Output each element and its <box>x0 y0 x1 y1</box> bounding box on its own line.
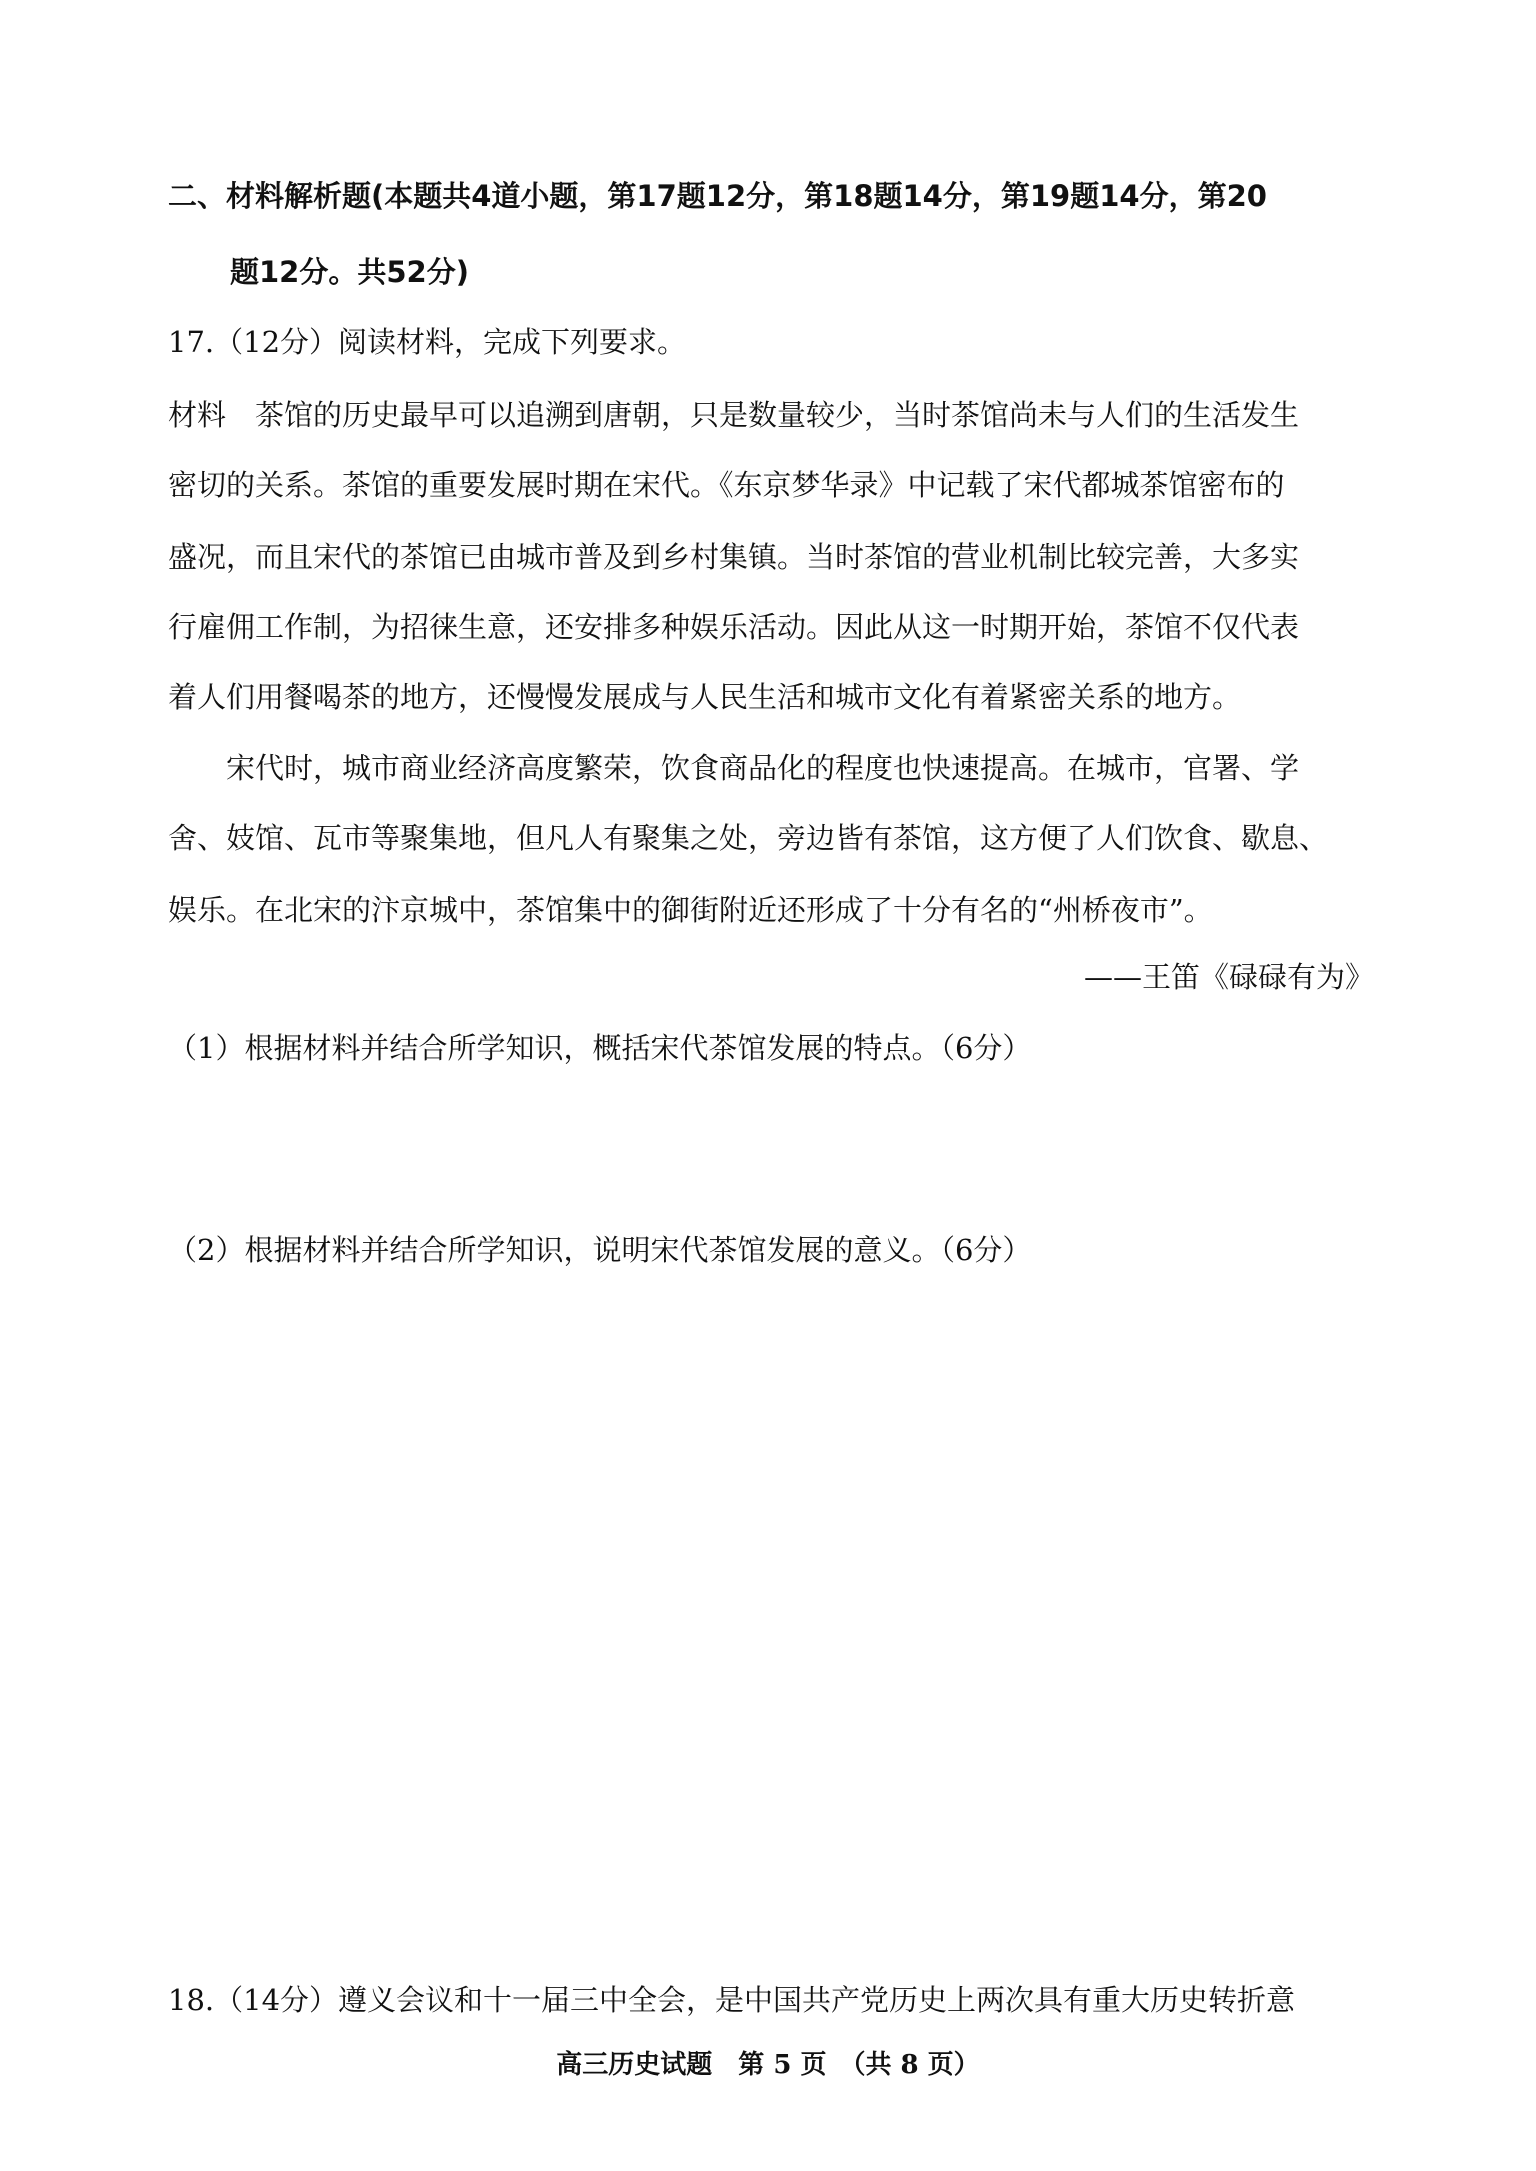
material-source: ——王笛《碌碌有为》 <box>1083 960 1374 994</box>
material-line: 宋代时，城市商业经济高度繁荣，饮食商品化的程度也快速提高。在城市，官署、学 <box>168 751 1300 785</box>
sub-question-1: （1）根据材料并结合所学知识，概括宋代茶馆发展的特点。（6分） <box>168 1031 1032 1065</box>
material-line: 密切的关系。茶馆的重要发展时期在宋代。《东京梦华录》中记载了宋代都城茶馆密布的 <box>168 468 1285 502</box>
material-line: 行雇佣工作制，为招徕生意，还安排多种娱乐活动。因此从这一时期开始，茶馆不仅代表 <box>168 610 1300 644</box>
section-title-line1: 二、材料解析题(本题共4道小题，第17题12分，第18题14分，第19题14分，第20 <box>168 179 1267 213</box>
material-line: 材料 茶馆的历史最早可以追溯到唐朝，只是数量较少，当时茶馆尚未与人们的生活发生 <box>168 398 1300 432</box>
question-18-header: 18.（14分）遵义会议和十一届三中全会，是中国共产党历史上两次具有重大历史转折意 <box>168 1983 1296 2017</box>
sub-question-2: （2）根据材料并结合所学知识，说明宋代茶馆发展的意义。（6分） <box>168 1233 1032 1267</box>
section-title-line2: 题12分。共52分) <box>230 255 469 289</box>
material-line: 盛况，而且宋代的茶馆已由城市普及到乡村集镇。当时茶馆的营业机制比较完善，大多实 <box>168 540 1300 574</box>
material-line: 舍、妓馆、瓦市等聚集地，但凡人有聚集之处，旁边皆有茶馆，这方便了人们饮食、歇息、 <box>168 821 1329 855</box>
page-footer: 高三历史试题 第 5 页 （共 8 页） <box>556 2050 980 2080</box>
question-17-header: 17.（12分）阅读材料，完成下列要求。 <box>168 325 687 359</box>
material-line: 娱乐。在北宋的汴京城中，茶馆集中的御街附近还形成了十分有名的“州桥夜市”。 <box>168 893 1213 927</box>
material-line: 着人们用餐喝茶的地方，还慢慢发展成与人民生活和城市文化有着紧密关系的地方。 <box>168 680 1242 714</box>
